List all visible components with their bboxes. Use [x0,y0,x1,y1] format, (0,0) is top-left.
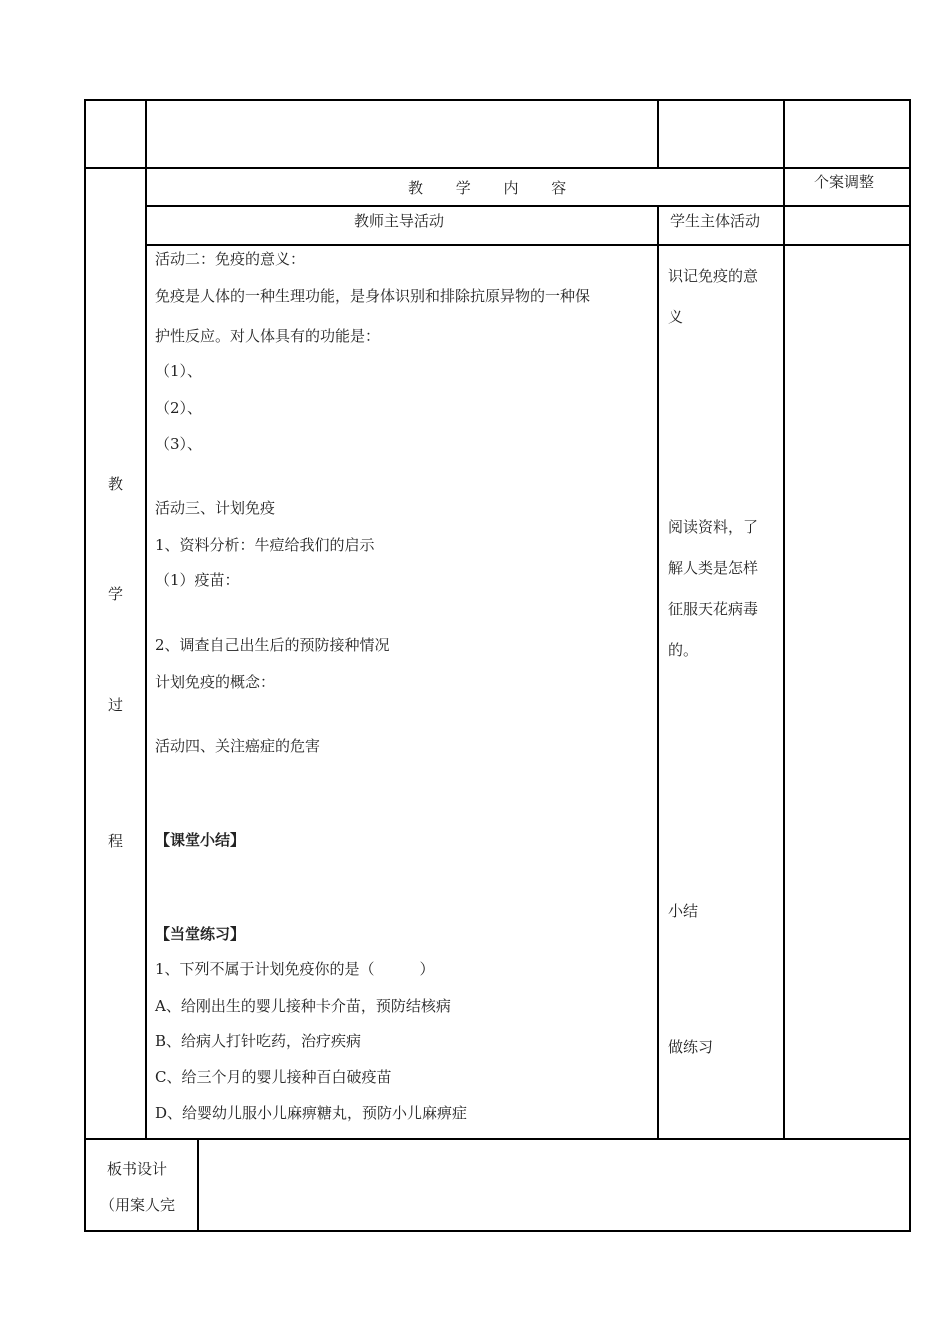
board-design-sublabel: （用案人完 [100,1196,176,1214]
side-label-char-3: 过 [108,696,124,714]
activity-3-line4: 计划免疫的概念： [155,673,276,691]
activity-3-line1: 1、资料分析：牛痘给我们的启示 [155,536,375,554]
content-title: 教 学 内 容 [408,179,581,197]
adjust-col-left-border [783,99,785,1140]
student-activity-2d: 的。 [668,641,699,659]
function-item-3: （3）、 [155,435,203,453]
side-label-char-4: 程 [108,832,124,850]
teacher-column-header: 教师主导活动 [354,212,445,230]
student-practice: 做练习 [668,1038,714,1056]
activity-4-title: 活动四、关注癌症的危害 [155,737,321,755]
label-col-border [145,99,147,1140]
activity-3-title: 活动三、计划免疫 [155,499,276,517]
function-item-1: （1）、 [155,362,203,380]
row1-bottom-border [84,167,911,169]
header-cols-bottom-border [145,244,911,246]
student-activity-1b: 义 [668,308,684,326]
student-summary: 小结 [668,902,699,920]
header-title-bottom-border [145,205,911,207]
option-a: A、给刚出生的婴儿接种卡介苗，预防结核病 [155,997,451,1015]
student-column-header: 学生主体活动 [670,212,761,230]
practice-title: 【当堂练习】 [155,925,246,943]
table-right-border [909,99,911,1232]
question-1: 1、下列不属于计划免疫你的是（ ） [155,960,435,978]
option-b: B、给病人打针吃药，治疗疾病 [155,1032,362,1050]
student-activity-2a: 阅读资料，了 [668,518,759,536]
student-activity-2c: 征服天花病毒 [668,600,759,618]
student-col-left-border [657,99,659,169]
activity-3-line3: 2、调查自己出生后的预防接种情况 [155,636,390,654]
process-bottom-border [84,1138,911,1140]
table-top-border [84,99,911,101]
summary-title: 【课堂小结】 [155,831,246,849]
function-item-2: （2）、 [155,399,203,417]
student-col-left-border-lower [657,205,659,1140]
student-activity-2b: 解人类是怎样 [668,559,759,577]
table-bottom-border [84,1230,911,1232]
activity-3-line2: （1）疫苗： [155,571,240,589]
activity-2-text-line1: 免疫是人体的一种生理功能，是身体识别和排除抗原异物的一种保 [155,287,591,305]
activity-2-title: 活动二：免疫的意义： [155,250,306,268]
board-label-border [197,1138,199,1232]
option-d: D、给婴幼儿服小儿麻痹糖丸，预防小儿麻痹症 [155,1104,468,1122]
side-label-char-1: 教 [108,475,124,493]
side-label-char-2: 学 [108,585,124,603]
adjust-column-header: 个案调整 [814,173,875,191]
student-activity-1a: 识记免疫的意 [668,267,759,285]
option-c: C、给三个月的婴儿接种百白破疫苗 [155,1068,392,1086]
table-left-border [84,99,86,1232]
activity-2-text-line2: 护性反应。对人体具有的功能是： [155,327,381,345]
board-design-label: 板书设计 [107,1160,168,1178]
